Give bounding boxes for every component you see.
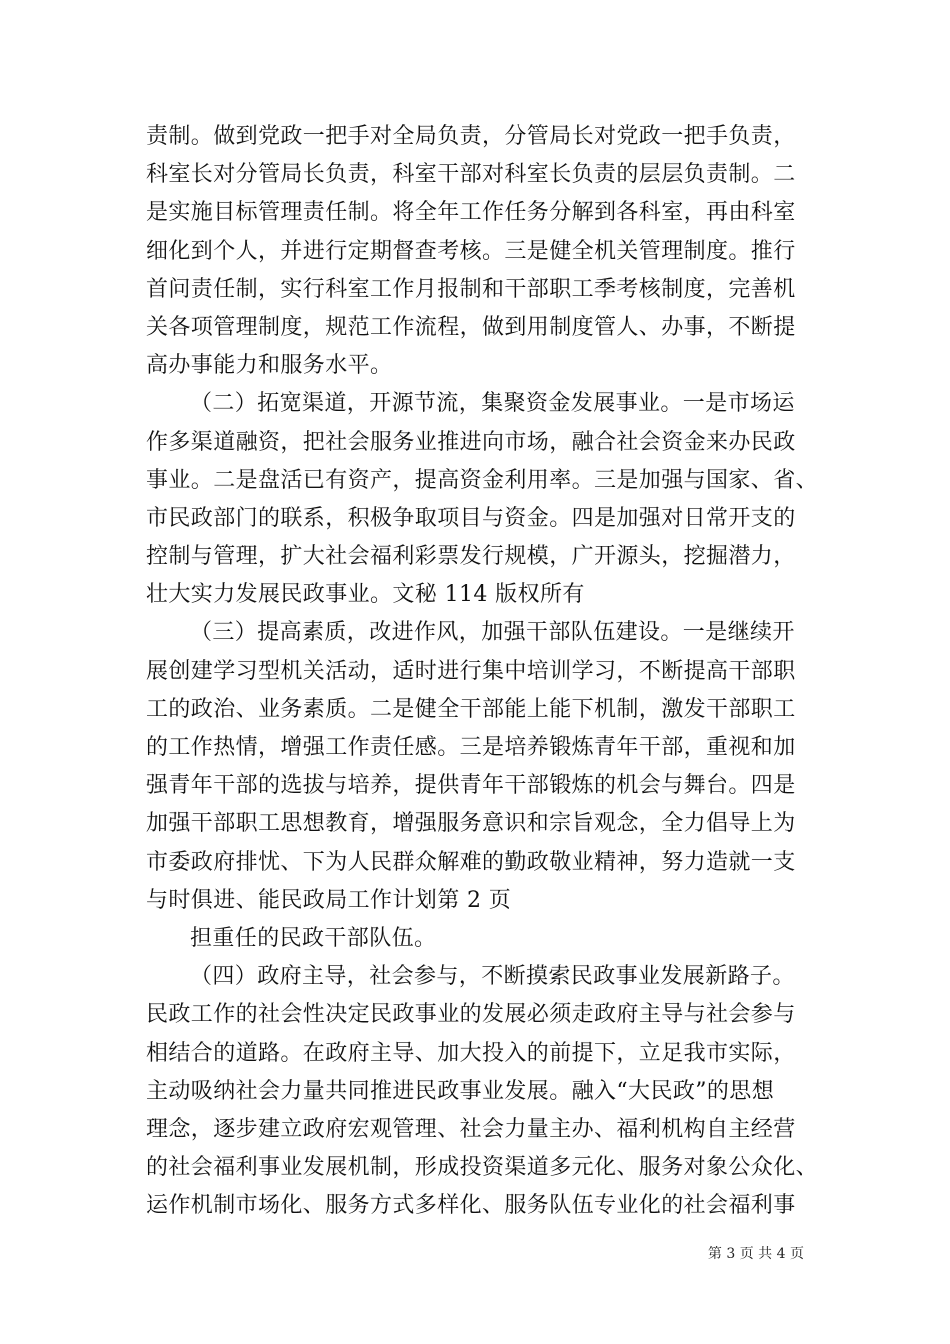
text-line: 科室长对分管局长负责，科室干部对科室长负责的层层负责制。二 [146, 162, 796, 188]
text-line: 担重任的民政干部队伍。 [190, 925, 437, 951]
text-line: 工的政治、业务素质。二是健全干部能上能下机制，激发干部职工 [146, 696, 796, 722]
text-line: 市民政部门的联系，积极争取项目与资金。四是加强对日常开支的 [146, 505, 796, 531]
text-line: 的社会福利事业发展机制，形成投资渠道多元化、服务对象公众化、 [146, 1155, 819, 1181]
paragraph-heading-3: （三）提高素质，改进作风，加强干部队伍建设。一是继续开 [190, 620, 795, 646]
text-line: 细化到个人，并进行定期督查考核。三是健全机关管理制度。推行 [146, 238, 796, 264]
paragraph-heading-4: （四）政府主导，社会参与，不断摸索民政事业发展新路子。 [190, 964, 795, 990]
text-line: 加强干部职工思想教育，增强服务意识和宗旨观念，全力倡导上为 [146, 811, 796, 837]
text-line: 强青年干部的选拔与培养，提供青年干部锻炼的机会与舞台。四是 [146, 773, 796, 799]
text-line: 壮大实力发展民政事业。文秘 114 版权所有 [146, 582, 585, 608]
text-line: 高办事能力和服务水平。 [146, 353, 393, 379]
text-line: 运作机制市场化、服务方式多样化、服务队伍专业化的社会福利事 [146, 1193, 796, 1219]
text-line: 展创建学习型机关活动，适时进行集中培训学习，不断提高干部职 [146, 658, 796, 684]
text-line: 作多渠道融资，把社会服务业推进向市场，融合社会资金来办民政 [146, 429, 796, 455]
paragraph-heading-2: （二）拓宽渠道，开源节流，集聚资金发展事业。一是市场运 [190, 391, 795, 417]
text-line: 首问责任制，实行科室工作月报制和干部职工季考核制度，完善机 [146, 276, 796, 302]
text-line: 民政工作的社会性决定民政事业的发展必须走政府主导与社会参与 [146, 1002, 796, 1028]
text-line: 市委政府排忧、下为人民群众解难的勤政敬业精神，努力造就一支 [146, 849, 796, 875]
text-line: 控制与管理，扩大社会福利彩票发行规模，广开源头，挖掘潜力， [146, 544, 796, 570]
text-line: 相结合的道路。在政府主导、加大投入的前提下，立足我市实际， [146, 1040, 796, 1066]
text-line: 事业。二是盘活已有资产，提高资金利用率。三是加强与国家、省、 [146, 467, 819, 493]
text-line: 理念，逐步建立政府宏观管理、社会力量主办、福利机构自主经营 [146, 1116, 796, 1142]
text-line: 关各项管理制度，规范工作流程，做到用制度管人、办事，不断提 [146, 314, 796, 340]
text-line: 责制。做到党政一把手对全局负责，分管局长对党政一把手负责， [146, 124, 796, 149]
body-text [146, 118, 819, 1225]
text-line: 的工作热情，增强工作责任感。三是培养锻炼青年干部，重视和加 [146, 735, 796, 760]
text-line: 与时俱进、能民政局工作计划第 2 页 [146, 887, 512, 913]
page-number-footer: 第 3 页 共 4 页 [707, 1246, 804, 1262]
text-line: 是实施目标管理责任制。将全年工作任务分解到各科室，再由科室 [146, 200, 796, 226]
text-line: 主动吸纳社会力量共同推进民政事业发展。融入“大民政”的思想 [146, 1078, 775, 1104]
